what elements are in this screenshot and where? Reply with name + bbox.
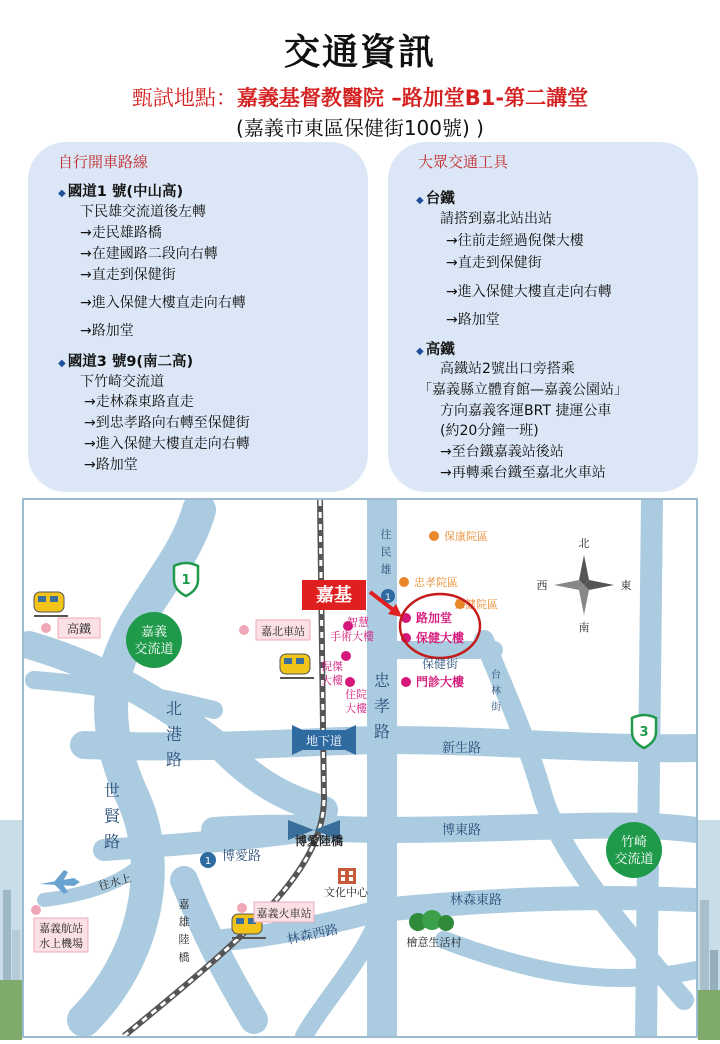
svg-text:南: 南 [578,621,590,634]
svg-text:保健大樓: 保健大樓 [416,631,465,645]
driving-route-1-step: →直走到保健街 [80,267,176,283]
diamond-bullet-icon: ◆ [58,188,66,199]
svg-text:門診大樓: 門診大樓 [416,675,465,689]
interchange-zhuqi [606,822,662,878]
svg-text:1: 1 [385,593,391,603]
road-label-shixian: 世賢路 [103,781,121,852]
svg-text:嘉義航站: 嘉義航站 [39,922,83,935]
venue-name: 嘉義基督教醫院 –路加堂B1-第二講堂 [236,86,589,110]
compass-icon [537,537,632,634]
svg-text:博愛路: 博愛路 [222,849,262,864]
transit-route-2-step: 高鐵站2號出口旁搭乘 [440,361,575,377]
svg-text:住院: 住院 [345,688,367,701]
driving-route-2-step: →走林森東路直走 [84,394,194,410]
diamond-bullet-icon: ◆ [58,358,66,369]
svg-text:倪傑: 倪傑 [321,660,343,673]
driving-route-2-step: 下竹崎交流道 [80,374,164,390]
svg-text:3: 3 [639,725,649,740]
venue-label: 甄試地點： [131,86,237,110]
svg-text:新生路: 新生路 [442,741,482,756]
highway-1-shield-icon [174,563,198,596]
svg-text:嘉基: 嘉基 [316,585,352,606]
svg-text:西: 西 [536,579,548,592]
underpass-label: 地下道 [305,734,343,748]
driving-route-1-step: →路加堂 [80,323,134,339]
driving-route-1-step: →在建國路二段向右轉 [80,246,218,262]
hospital-campus-markers [399,529,498,611]
transit-route-1-step: 請搭到嘉北站出站 [440,211,552,227]
transit-route-2-step: →再轉乘台鐵至嘉北火車站 [440,465,606,481]
svg-text:往水上: 往水上 [97,871,133,893]
svg-text:林森東路: 林森東路 [450,893,503,908]
svg-text:保健院區: 保健院區 [454,598,498,611]
svg-text:林森西路: 林森西路 [285,922,340,948]
transit-route-1-step: →直走到保健街 [446,255,542,271]
transit-route-2-step: (約20分鐘一班) [440,423,539,439]
driving-route-1-step: →走民雄路橋 [80,225,162,241]
driving-route-1-step: →進入保健大樓直走向右轉 [80,295,246,311]
driving-route-2-step: →路加堂 [84,457,138,473]
diamond-bullet-icon: ◆ [416,346,424,357]
culture-center-icon [338,868,356,884]
svg-text:大樓: 大樓 [345,702,367,715]
transit-route-1-step: →往前走經過倪傑大樓 [446,233,584,249]
svg-text:水上機場: 水上機場 [39,937,83,950]
airport-marker [31,905,88,952]
road-label-tailin: 台林街 [491,670,501,713]
train-icon [280,654,314,678]
jiabei-station-marker [239,620,310,640]
svg-text:文化中心: 文化中心 [324,886,368,899]
gaotie-marker [41,618,100,638]
highway-3-shield-icon [632,715,656,748]
transit-route-2-heading: ◆ 高鐵 [416,342,455,358]
svg-text:東: 東 [620,579,632,592]
svg-text:高鐵: 高鐵 [66,622,92,636]
svg-text:嘉義: 嘉義 [140,625,168,640]
driving-route-2-step: →進入保健大樓直走向右轉 [84,436,250,452]
road-label-beigang: 北港路 [165,699,183,770]
road-label-jiaxiong: 嘉雄陸橋 [178,898,190,964]
svg-text:手術大樓: 手術大樓 [330,630,374,643]
boai-bridge-label: 博愛陸橋 [294,834,344,848]
transit-route-1-step: →進入保健大樓直走向右轉 [446,284,612,300]
transit-route-2-step: →至台鐵嘉義站後站 [440,444,564,460]
svg-text:保健街: 保健街 [422,657,459,671]
driving-route-2-step: →到忠孝路向右轉至保健街 [84,415,250,431]
svg-text:智慧: 智慧 [347,616,369,629]
driving-route-1-step: 下民雄交流道後左轉 [80,204,206,220]
svg-text:1: 1 [204,856,212,867]
train-icon [34,592,68,616]
svg-text:保康院區: 保康院區 [444,530,488,543]
svg-text:北: 北 [578,537,590,550]
svg-text:嘉北車站: 嘉北車站 [261,625,305,638]
route-1-badge-icon [200,852,216,868]
road-label-zhongxiao: 忠孝路 [373,671,391,742]
skyline-right [698,0,720,1040]
page-title: 交通資訊 [283,32,436,73]
svg-text:檜意生活村: 檜意生活村 [406,936,462,949]
interchange-chiayi [126,612,182,668]
svg-text:忠孝院區: 忠孝院區 [414,576,458,589]
transit-route-1-step: →路加堂 [446,312,500,328]
venue-line [0,82,720,112]
svg-text:交流道: 交流道 [134,642,174,657]
svg-text:1: 1 [181,573,191,588]
svg-text:嘉義火車站: 嘉義火車站 [256,907,312,920]
transit-route-1-heading: ◆ 台鐵 [416,191,455,207]
location-map [22,498,698,1038]
transit-route-2-step: 「嘉義縣立體育館—嘉義公園站」 [418,382,628,398]
venue-address: (嘉義市東區保健街100號) ) [236,116,484,140]
diamond-bullet-icon: ◆ [416,195,424,206]
transit-route-2-step: 方向嘉義客運BRT 捷運公車 [440,403,612,419]
svg-text:路加堂: 路加堂 [416,611,453,625]
driving-route-1-heading: ◆ 國道1 號(中山高) [58,184,184,200]
skyline-left [0,0,22,1040]
svg-text:交流道: 交流道 [614,852,654,867]
svg-text:博東路: 博東路 [442,823,482,838]
svg-text:大樓: 大樓 [321,674,343,687]
road-jiaxiong [184,880,254,1020]
transit-title: 大眾交通工具 [418,153,509,171]
road-label-to-minxiong: 往民雄 [380,528,392,577]
driving-title: 自行開車路線 [58,153,149,171]
driving-route-2-heading: ◆ 國道3 號9(南二高) [58,354,194,370]
svg-text:竹崎: 竹崎 [620,835,648,850]
